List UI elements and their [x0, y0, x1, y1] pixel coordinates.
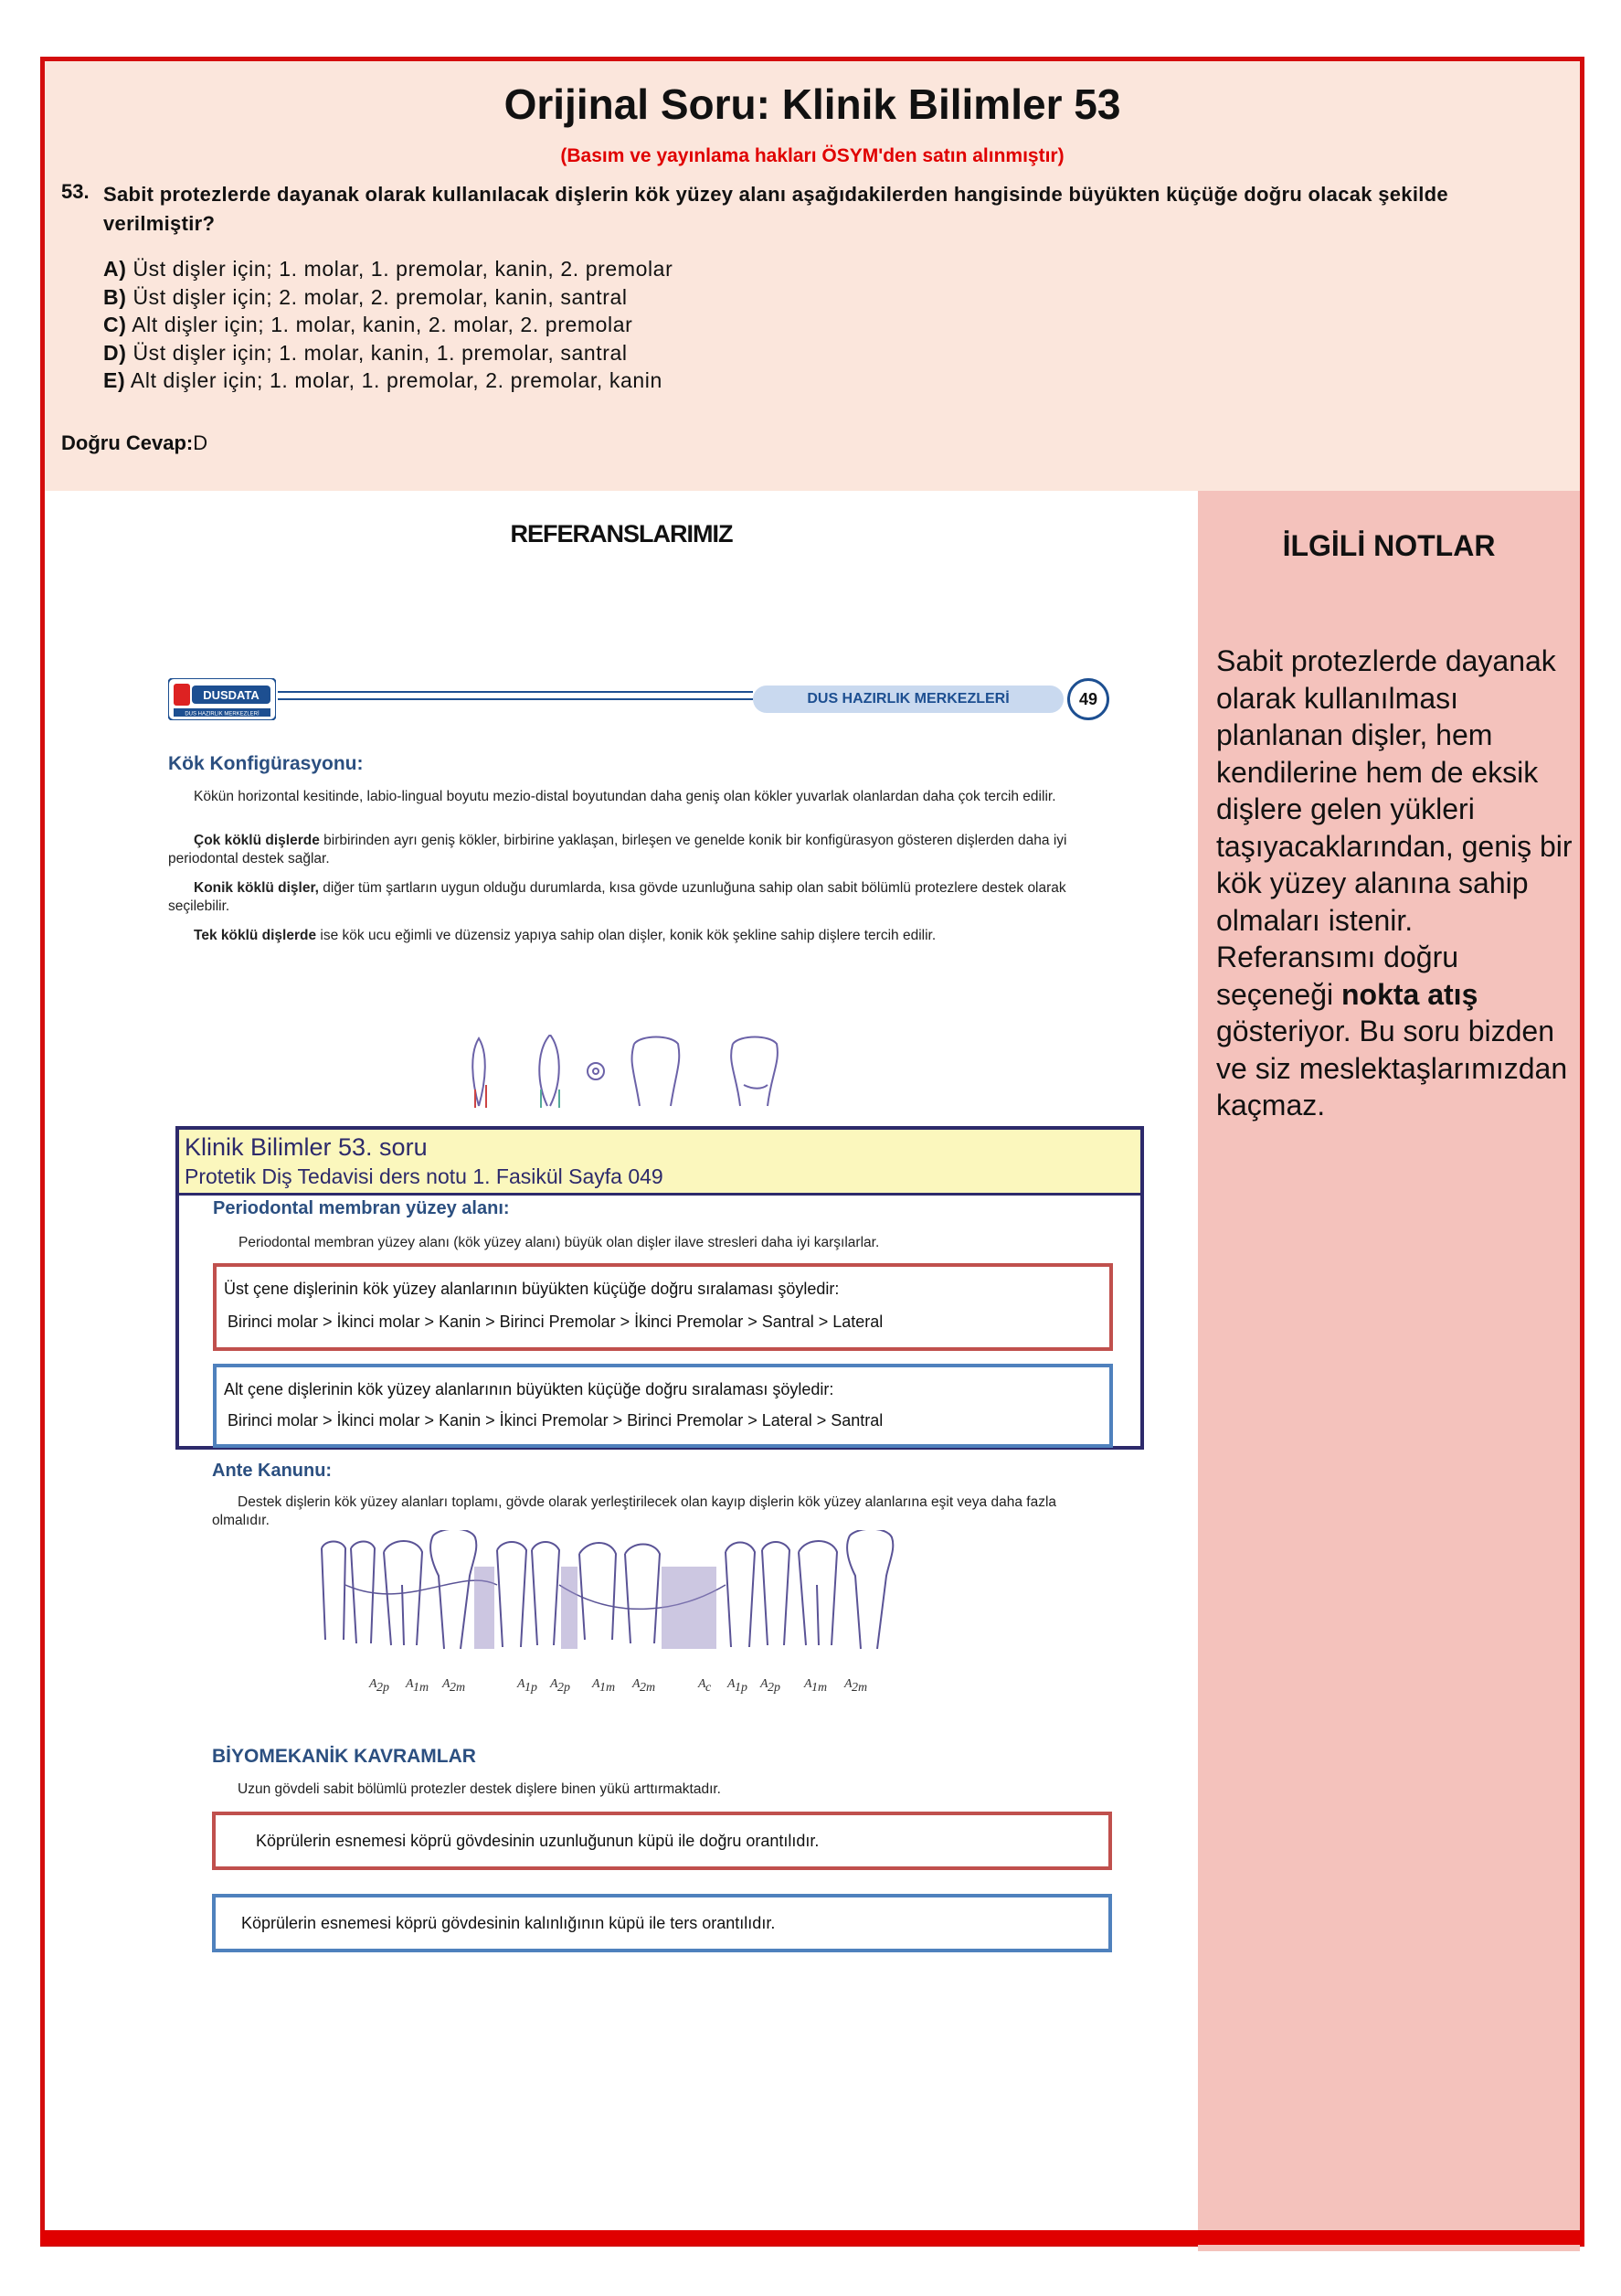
ranking-order: Birinci molar > İkinci molar > Kanin > Birinci Premolar > İkinci Premolar > Santral > Lateral [228, 1313, 884, 1331]
references-title: REFERANSLARIMIZ [510, 520, 733, 547]
answer-value: D [193, 431, 208, 454]
related-notes-panel [1198, 491, 1580, 2251]
paragraph: Uzun gövdeli sabit bölümlü protezler destek dişlere binen yükü arttırmaktadır. [238, 1781, 721, 1797]
tooth-label: A [727, 1677, 736, 1691]
reference-annotation-box [175, 1126, 1144, 1450]
header-rule [278, 691, 753, 700]
option-a [103, 255, 673, 283]
tooth-label-sub: 2m [852, 1681, 868, 1695]
tooth-label-sub: 1m [413, 1681, 429, 1695]
tooth-label: A [698, 1677, 706, 1691]
rights-note: (Basım ve yayınlama hakları ÖSYM'den satın alınmıştır) [560, 145, 1065, 166]
annotation-question: Klinik Bilimler 53. soru [185, 1133, 428, 1161]
tooth-label-sub: 2p [768, 1681, 780, 1695]
option-text: Üst dişler için; 1. molar, 1. premolar, kanin, 2. premolar [126, 257, 673, 281]
tooth-label: A [592, 1677, 600, 1691]
tooth-label: A [804, 1677, 812, 1691]
option-c [103, 311, 673, 339]
option-key: D) [103, 340, 127, 365]
bold-term: Konik köklü dişler, [194, 880, 319, 896]
question-band [45, 61, 1580, 491]
tooth-label-sub: 2p [376, 1681, 389, 1695]
option-d [103, 339, 673, 367]
lower-jaw-ranking-box [213, 1364, 1113, 1448]
page-frame [40, 57, 1584, 2247]
tooth-label: A [517, 1677, 525, 1691]
bold-term: Tek köklü dişlerde [194, 928, 317, 943]
bio-concept-text: Köprülerin esnemesi köprü gövdesinin kalınlığının küpü ile ters orantılıdır. [241, 1914, 776, 1932]
bio-concept-box-2 [212, 1894, 1112, 1952]
section-periodontal-membran: Periodontal membran yüzey alanı: [213, 1198, 510, 1218]
tooth-label-sub: 2m [450, 1681, 466, 1695]
section-kok-konfigurasyonu: Kök Konfigürasyonu: [168, 753, 364, 774]
book-header-label: DUS HAZIRLIK MERKEZLERİ [753, 686, 1064, 713]
logo-text: DUSDATA [203, 688, 260, 702]
ranking-intro: Alt çene dişlerinin kök yüzey alanlarının büyükten küçüğe doğru sıralaması şöyledir: [224, 1380, 834, 1398]
option-e [103, 367, 673, 395]
root-shapes-illustration [442, 1035, 899, 1108]
option-text: Alt dişler için; 1. molar, 1. premolar, 2. premolar, kanin [125, 368, 662, 392]
bottom-red-bar [40, 2230, 1584, 2245]
notes-text: gösteriyor. Bu soru bizden ve siz meslektaşlarımızdan kaçmaz. [1216, 1015, 1568, 1121]
page-title: Orijinal Soru: Klinik Bilimler 53 [503, 80, 1121, 128]
option-key: C) [103, 313, 127, 336]
annotation-header [179, 1130, 1140, 1196]
annotation-source: Protetik Diş Tedavisi ders notu 1. Fasikül Sayfa 049 [185, 1164, 663, 1188]
section-ante-kanunu: Ante Kanunu: [212, 1461, 333, 1481]
tooth-label-sub: 1p [524, 1681, 537, 1695]
paragraph [168, 927, 1118, 945]
ranking-order: Birinci molar > İkinci molar > Kanin > İkinci Premolar > Birinci Premolar > Lateral > Santral [228, 1411, 884, 1430]
option-key: B) [103, 284, 127, 309]
tooth-label-sub: c [705, 1681, 712, 1695]
paragraph-text: ise kök ucu eğimli ve düzensiz yapıya sahip olan dişler, konik kök şekline sahip dişlere tercih edilir. [316, 928, 937, 943]
tooth-label: A [844, 1677, 853, 1691]
upper-jaw-ranking-box [213, 1263, 1113, 1351]
answer-label: Doğru Cevap: [61, 431, 194, 454]
paragraph: Kökün horizontal kesitinde, labio-lingual boyutu mezio-distal boyutundan daha geniş olan kökler yuvarlak olanlardan daha çok tercih edilir. [194, 789, 1056, 804]
bold-term: Çok köklü dişlerde [194, 833, 320, 848]
tooth-label: A [632, 1677, 641, 1691]
ranking-intro: Üst çene dişlerinin kök yüzey alanlarının büyükten küçüğe doğru sıralaması şöyledir: [224, 1280, 840, 1298]
ante-law-teeth-illustration [314, 1530, 945, 1695]
section-biyomekanik: BİYOMEKANİK KAVRAMLAR [212, 1746, 476, 1767]
paragraph-text: diğer tüm şartların uygun olduğu durumlarda, kısa gövde uzunluğuna sahip olan sabit bölümlü protezlere destek olarak seçilebilir. [168, 880, 1066, 914]
dusdata-logo [168, 678, 276, 720]
tooth-label: A [760, 1677, 768, 1691]
bio-concept-text: Köprülerin esnemesi köprü gövdesinin uzunluğunun küpü ile doğru orantılıdır. [256, 1832, 820, 1850]
answer-options [103, 255, 673, 395]
option-text: Üst dişler için; 1. molar, kanin, 1. premolar, santral [126, 340, 628, 365]
tooth-label-sub: 2m [640, 1681, 656, 1695]
option-b [103, 283, 673, 312]
logo-subtext: DUS HAZIRLIK MERKEZLERİ [185, 711, 260, 718]
option-text: Alt dişler için; 1. molar, kanin, 2. molar, 2. premolar [126, 313, 633, 336]
tooth-label: A [550, 1677, 558, 1691]
notes-title: İLGİLİ NOTLAR [1282, 529, 1496, 562]
paragraph: Destek dişlerin kök yüzey alanları toplamı, gövde olarak yerleştirilecek olan kayıp dişlerin kök yüzey alanlarına eşit veya daha fazla olmalıdır. [212, 1494, 1057, 1528]
question-text: Sabit protezlerde dayanak olarak kullanılacak dişlerin kök yüzey alanı aşağıdakilerden hangisinde büyükten küçüğe doğru olacak şekilde verilmiştir? [103, 183, 1448, 235]
notes-emphasis: nokta atış [1340, 977, 1478, 1011]
tooth-label: A [442, 1677, 450, 1691]
tooth-label-sub: 1p [735, 1681, 747, 1695]
tooth-label-sub: 2p [557, 1681, 570, 1695]
page-number: 49 [1067, 678, 1109, 720]
option-text: Üst dişler için; 2. molar, 2. premolar, kanin, santral [126, 284, 628, 309]
tooth-label-sub: 1m [811, 1681, 828, 1695]
option-key: A) [103, 257, 127, 281]
reference-book-page [168, 678, 1118, 1976]
correct-answer [61, 431, 207, 455]
question-number: 53. [61, 180, 90, 203]
paragraph [168, 832, 1118, 868]
paragraph-text: birbirinden ayrı geniş kökler, birbirine yaklaşan, birleşen ve genelde konik bir konfigürasyon gösteren dişlerden daha iyi periodontal destek sağlar. [168, 833, 1067, 866]
tooth-label: A [369, 1677, 377, 1691]
tooth-label: A [406, 1677, 414, 1691]
option-key: E) [103, 368, 126, 392]
bio-concept-box-1 [212, 1812, 1112, 1870]
paragraph [168, 879, 1118, 916]
notes-text: Sabit protezlerde dayanak olarak kullanılması planlanan dişler, hem kendilerine hem de eksik dişlere gelen yükleri taşıyacaklarından, geniş bir kök yüzey alanına sahip olmaları istenir. Referansımı doğru seçeneği [1216, 644, 1573, 1011]
paragraph: Periodontal membran yüzey alanı (kök yüzey alanı) büyük olan dişler ilave stresleri daha iyi karşılarlar. [238, 1235, 880, 1250]
notes-body [1216, 643, 1573, 1124]
tooth-label-sub: 1m [599, 1681, 616, 1695]
